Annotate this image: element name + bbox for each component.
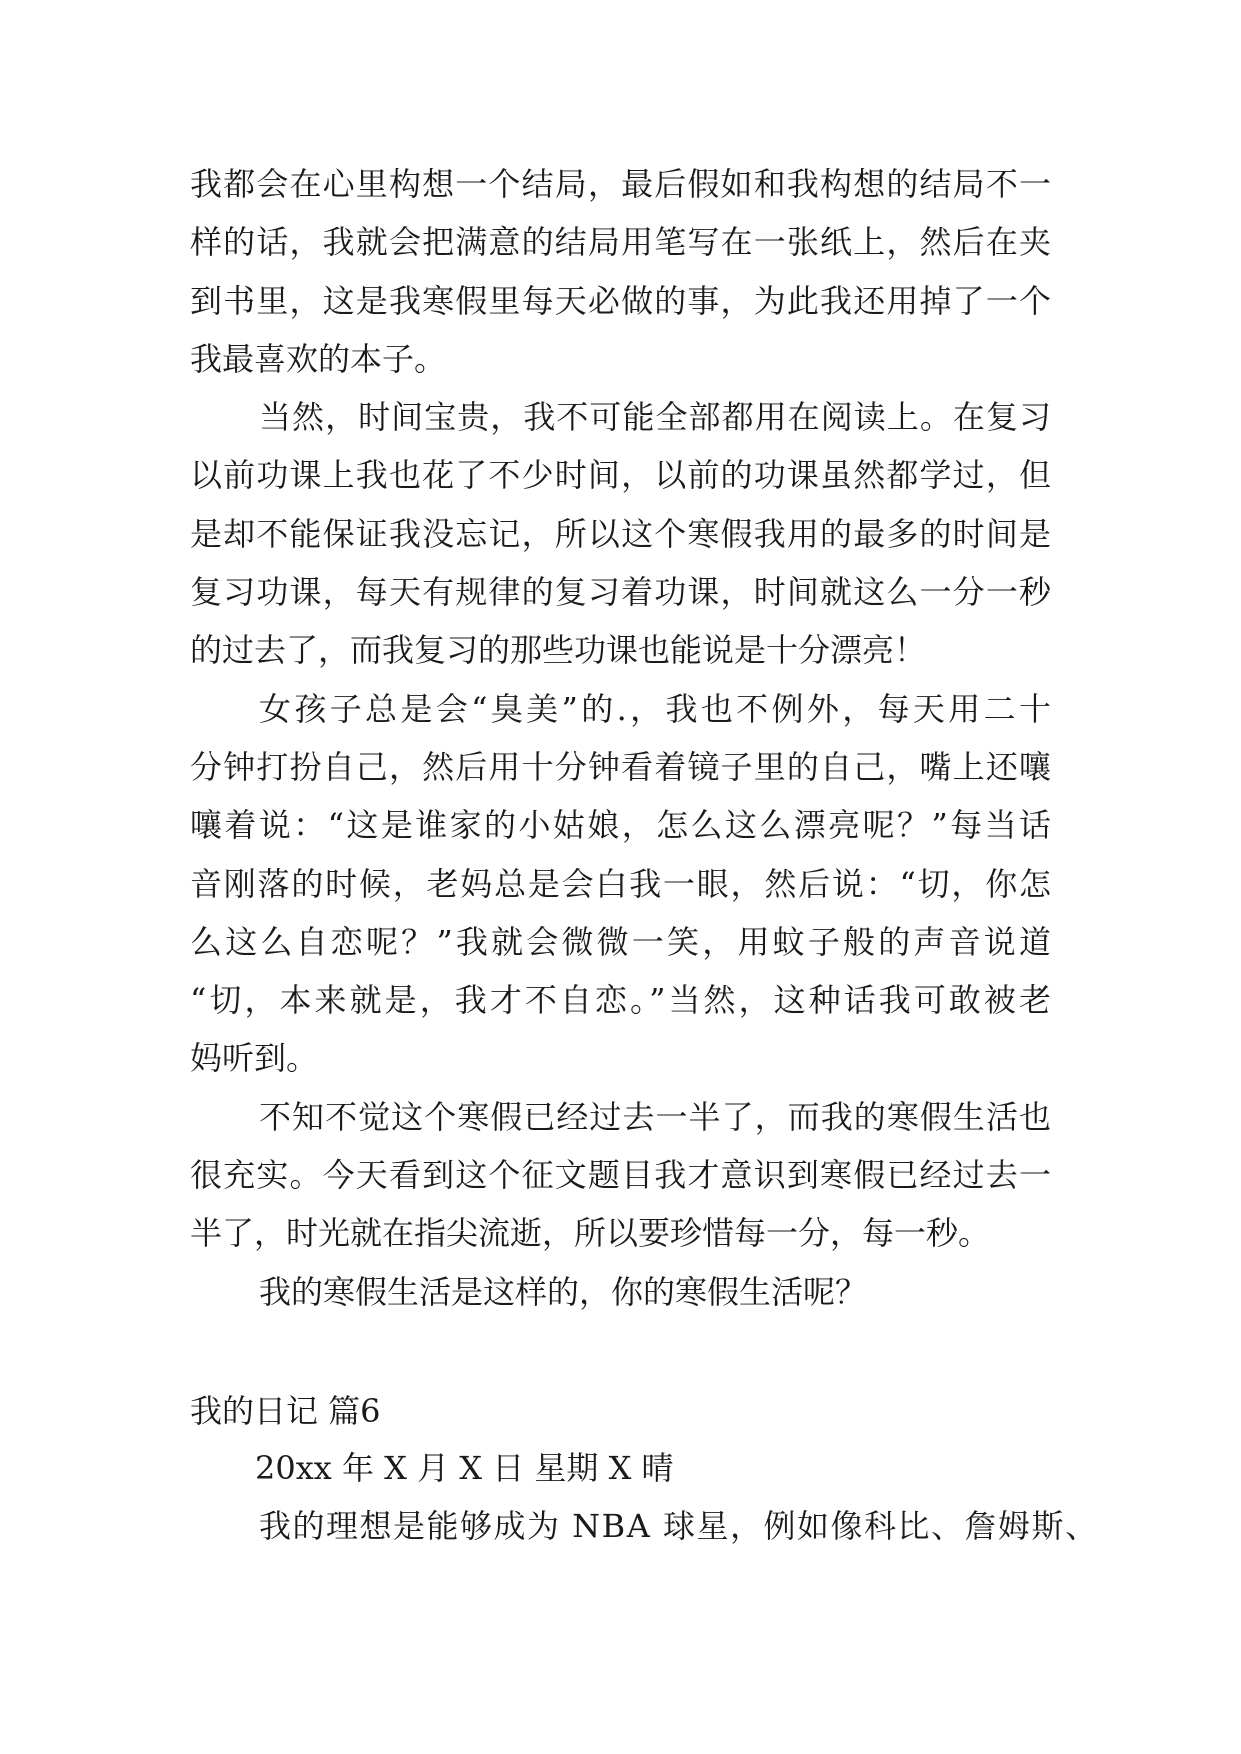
text-line: 音刚落的时候，老妈总是会白我一眼，然后说：“切，你怎 bbox=[190, 864, 1051, 903]
paragraph bbox=[190, 1263, 1051, 1321]
text-line: 以前功课上我也花了不少时间，以前的功课虽然都学过，但 bbox=[190, 456, 1051, 495]
text-line: 我的寒假生活是这样的，你的寒假生活呢？ bbox=[259, 1272, 868, 1311]
diary-section bbox=[190, 1382, 1099, 1555]
date-weather-line: 20xx 年 X 月 X 日 星期 X 晴 bbox=[255, 1449, 674, 1487]
text-line: 是却不能保证我没忘记，所以这个寒假我用的最多的时间是 bbox=[190, 514, 1051, 553]
paragraph bbox=[190, 388, 1051, 679]
text-line: 很充实。今天看到这个征文题目我才意识到寒假已经过去一 bbox=[190, 1156, 1051, 1195]
text-line: “切，本来就是，我才不自恋。”当然，这种话我可敢被老 bbox=[190, 981, 1051, 1020]
text-line: 半了，时光就在指尖流逝，所以要珍惜每一分，每一秒。 bbox=[190, 1214, 991, 1253]
text-line: 不知不觉这个寒假已经过去一半了，而我的寒假生活也 bbox=[259, 1097, 1051, 1136]
text-line: 妈听到。 bbox=[190, 1039, 319, 1078]
body-text bbox=[190, 155, 1051, 1321]
text-line: 我都会在心里构想一个结局，最后假如和我构想的结局不一 bbox=[190, 165, 1051, 203]
section-heading: 我的日记 篇6 bbox=[190, 1392, 381, 1430]
text-line: 我最喜欢的本子。 bbox=[190, 339, 447, 378]
paragraph bbox=[190, 155, 1051, 388]
text-line: 复习功课，每天有规律的复习着功课，时间就这么一分一秒 bbox=[190, 573, 1051, 612]
paragraph bbox=[190, 680, 1051, 1088]
text-line: 到书里，这是我寒假里每天必做的事，为此我还用掉了一个 bbox=[190, 281, 1051, 320]
text-line: 嚷着说：“这是谁家的小姑娘，怎么这么漂亮呢？”每当话 bbox=[190, 806, 1051, 845]
text-line: 的过去了，而我复习的那些功课也能说是十分漂亮！ bbox=[190, 631, 927, 670]
text-line: 女孩子总是会“臭美”的.，我也不例外，每天用二十 bbox=[259, 689, 1051, 728]
text-line: 样的话，我就会把满意的结局用笔写在一张纸上，然后在夹 bbox=[190, 223, 1051, 262]
text-line: 分钟打扮自己，然后用十分钟看着镜子里的自己，嘴上还嚷 bbox=[190, 747, 1051, 786]
paragraph bbox=[190, 1088, 1051, 1263]
text-line: 我的理想是能够成为 NBA 球星，例如像科比、詹姆斯、 bbox=[259, 1507, 1099, 1545]
text-line: 么这么自恋呢？”我就会微微一笑，用蚊子般的声音说道 bbox=[190, 922, 1051, 961]
text-line: 当然，时间宝贵，我不可能全部都用在阅读上。在复习 bbox=[259, 398, 1051, 437]
